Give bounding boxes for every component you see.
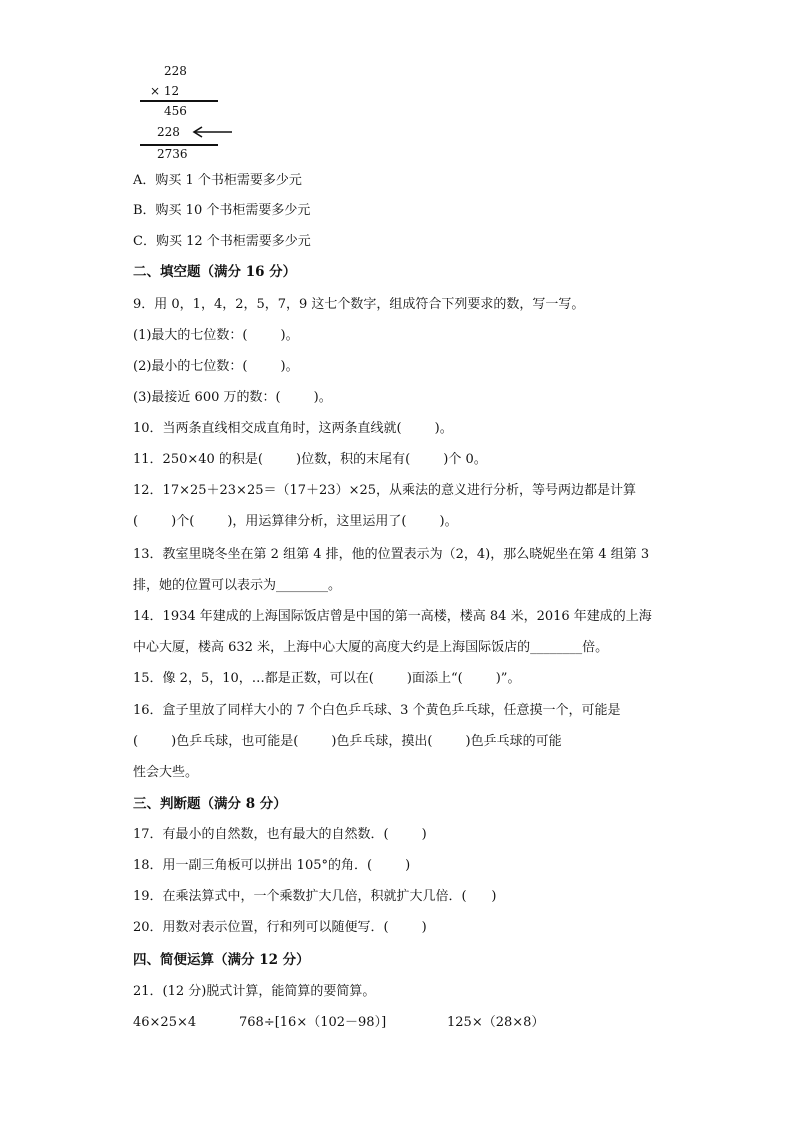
q8-option-c: C．购买 12 个书柜需要多少元 bbox=[133, 234, 311, 249]
q13-text-line2: 排，她的位置可以表示为________。 bbox=[133, 578, 342, 593]
final-product: 2736 bbox=[157, 147, 188, 161]
q8-option-b: B．购买 10 个书柜需要多少元 bbox=[133, 203, 311, 218]
partial-product-1: 456 bbox=[164, 104, 187, 118]
section-title-simple-calc: 四、简便运算（满分 12 分） bbox=[133, 952, 310, 968]
q19-text: 19．在乘法算式中，一个乘数扩大几倍，积就扩大几倍．( ) bbox=[133, 889, 497, 904]
q9-part2: (2)最小的七位数：( )。 bbox=[133, 359, 299, 374]
expression-1: 46×25×4 bbox=[133, 1015, 197, 1030]
q13-text-line1: 13．教室里晓冬坐在第 2 组第 4 排，他的位置表示为（2，4)，那么晓妮坐在第 4 组第 3 bbox=[133, 547, 650, 562]
q16-text-line2: ( )色乒乓球，也可能是( )色乒乓球，摸出( )色乒乓球的可能 bbox=[133, 734, 562, 749]
product-line-2 bbox=[140, 144, 218, 146]
section-title-true-false: 三、判断题（满分 8 分） bbox=[133, 796, 287, 812]
expression-2: 768÷[16×（102－98）] bbox=[239, 1015, 387, 1030]
q17-text: 17．有最小的自然数，也有最大的自然数．( ) bbox=[133, 827, 427, 842]
multiplicand: 228 bbox=[164, 64, 187, 78]
product-line-1 bbox=[140, 100, 218, 102]
q12-text-line1: 12．17×25＋23×25＝（17＋23）×25，从乘法的意义进行分析，等号两边都是计算 bbox=[133, 483, 637, 498]
q8-option-a: A．购买 1 个书柜需要多少元 bbox=[133, 173, 302, 188]
partial-product-2: 228 bbox=[157, 125, 180, 139]
q20-text: 20．用数对表示位置，行和列可以随便写．( ) bbox=[133, 920, 427, 935]
q10-text: 10．当两条直线相交成直角时，这两条直线就( )。 bbox=[133, 421, 453, 436]
q18-text: 18．用一副三角板可以拼出 105°的角．( ) bbox=[133, 858, 411, 873]
left-arrow-icon bbox=[192, 126, 234, 138]
section-title-fill-blank: 二、填空题（满分 16 分） bbox=[133, 264, 297, 280]
q9-text: 9．用 0，1，4，2，5，7，9 这七个数字，组成符合下列要求的数，写一写。 bbox=[133, 297, 585, 312]
q14-text-line2: 中心大厦，楼高 632 米，上海中心大厦的高度大约是上海国际饭店的________倍。 bbox=[133, 640, 609, 655]
q15-text: 15．像 2，5，10，…都是正数，可以在( )面添上“( )”。 bbox=[133, 671, 521, 686]
expression-3: 125×（28×8） bbox=[447, 1015, 545, 1030]
q16-text-line1: 16．盒子里放了同样大小的 7 个白色乒乓球、3 个黄色乒乓球，任意摸一个，可能是 bbox=[133, 703, 621, 718]
q9-part3: (3)最接近 600 万的数：( )。 bbox=[133, 390, 332, 405]
q21-text: 21．(12 分)脱式计算，能简算的要简算。 bbox=[133, 984, 376, 999]
q11-text: 11．250×40 的积是( )位数，积的末尾有( )个 0。 bbox=[133, 452, 487, 467]
q9-part1: (1)最大的七位数：( )。 bbox=[133, 328, 299, 343]
q12-text-line2: ( )个( )，用运算律分析，这里运用了( )。 bbox=[133, 514, 458, 529]
multiplier: × 12 bbox=[150, 84, 180, 98]
vertical-multiplication bbox=[140, 60, 250, 162]
q16-text-line3: 性会大些。 bbox=[133, 765, 199, 780]
q14-text-line1: 14．1934 年建成的上海国际饭店曾是中国的第一高楼，楼高 84 米，2016 年建成的上海 bbox=[133, 609, 652, 624]
